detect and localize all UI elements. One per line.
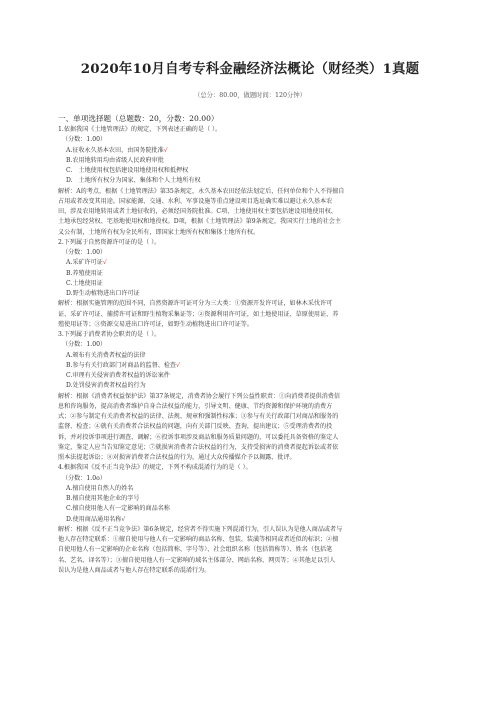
- correct-answer-checkmark-icon: √: [121, 515, 126, 523]
- question-score: [58, 135, 454, 145]
- question-score-text: （分数：1.00）: [62, 341, 107, 349]
- answer-option: [58, 156, 454, 166]
- explanation-line: [58, 422, 454, 432]
- answer-option-text: C.擅自使用他人有一定影响的商品名称: [66, 505, 170, 513]
- explanation-line-text: 照本法提起诉讼；⑧对损害消费者合法权益的行为，通过大众传播媒介予以揭露、批评。: [58, 454, 296, 461]
- question-score: [58, 340, 454, 350]
- answer-option: [58, 146, 454, 156]
- explanation-line: [58, 228, 454, 238]
- answer-option-text: B.参与有关行政部门对商品的监督、检查: [66, 361, 177, 369]
- answer-option-text: A.征收永久基本农田，由国务院批准: [66, 146, 164, 154]
- question-score-text: （分数：1.0o）: [62, 474, 106, 482]
- question-text: [58, 125, 454, 135]
- question-list: [58, 125, 454, 576]
- explanation-line: [58, 556, 454, 566]
- explanation-line: [58, 310, 454, 320]
- document-meta: （总分：80.00，做题时间：120分钟）: [194, 92, 306, 99]
- answer-option: [58, 381, 454, 391]
- explanation-line: [58, 320, 454, 330]
- question-score-text: （分数：1.00）: [62, 249, 107, 256]
- section-heading: 一、单项选择题（总题数：20，分数：20.00）: [58, 114, 219, 123]
- question-text-text: 2.下列属于自然资源许可证的是（ ）。: [58, 238, 161, 246]
- answer-option: [58, 258, 454, 268]
- answer-option: [58, 269, 454, 279]
- question-text: [58, 330, 454, 340]
- explanation-line: [58, 402, 454, 412]
- answer-option-text: D.使用商品通用名称: [66, 515, 122, 523]
- explanation-line: [58, 299, 454, 309]
- question-score-text: （分数：1.00）: [62, 136, 107, 144]
- question-text-text: 4.根据我国《反不正当竞争法》的规定，下列不构成混淆行为的是（ ）。: [58, 464, 252, 472]
- answer-option-text: A.擅自使用自然人的姓名: [66, 484, 134, 492]
- explanation-line: [58, 217, 454, 227]
- explanation-line-text: 鉴定，鉴定人应当告知鉴定意见；⑦就损害消费者合法权益的行为，支持受损害的消费者提起诉讼或者依: [58, 443, 339, 451]
- explanation-line: [58, 197, 454, 207]
- explanation-line-text: 名、艺名、译名等）；③擅自使用他人有一定影响的域名主体部分、网站名称、网页等；④其他足以引人: [58, 556, 336, 564]
- explanation-line-text: 他人存在特定联系：①擅自使用与他人有一定影响的商品名称、包装、装潢等相同或者近似的标识；②擅: [58, 536, 339, 543]
- explanation-line-text: 解析：A的考点，根据《土地管理法》第35条规定，永久基本农田经依法划定后，任何单位和个人不得擅自: [58, 187, 345, 195]
- correct-answer-checkmark-icon: √: [176, 361, 180, 369]
- explanation-line-text: 解析：根据《反不正当竞争法》第6条规定，经营者不得实施下列混淆行为，引人误认为是他人商品或者与: [58, 525, 343, 533]
- answer-option: [58, 279, 454, 289]
- answer-option: [58, 371, 454, 381]
- explanation-line-text: 证、采矿许可证、捕捞许可证和野生植物采集证等；②资源利用许可证，如土地使用证、草原使用证、养: [58, 310, 339, 318]
- explanation-line: [58, 207, 454, 217]
- explanation-line-text: 式；②参与制定有关消费者权益的法律、法规、规章和强制性标准；③参与有关行政部门对商品和服务的: [58, 413, 339, 420]
- explanation-line-text: 误认为是他人商品或者与他人存在特定联系的混淆行为。: [58, 566, 211, 574]
- answer-option-text: D.处罚侵害消费者权益的行为: [66, 382, 146, 390]
- explanation-line-text: 诉，并对投诉事项进行调查、调解；⑥投诉事项涉及商品和服务质量问题的，可以委托具备资格的鉴定人: [58, 433, 339, 441]
- explanation-line-text: 解析：根据实施管理的范围不同，自然资源许可证可分为三大类：①资源开发许可证，如林木采伐许可: [58, 300, 333, 308]
- answer-option-text: A.采矿许可证: [66, 259, 103, 267]
- explanation-line: [58, 443, 454, 453]
- question-text: [58, 238, 454, 248]
- explanation-line: [58, 412, 454, 422]
- explanation-line-text: 殖使用证等；③资源交易进出口许可证，如野生动植物进出口许可证等。: [58, 320, 253, 328]
- explanation-line-text: 监督、检查；④就有关消费者合法权益的问题，向有关部门反映、查询，提出建议；⑤受理消费者的投: [58, 423, 333, 431]
- explanation-line-text: 解析：根据《消费者权益保护法》第37条规定，消费者协会履行下列公益性职责：①向消费者提供消费信: [58, 392, 340, 400]
- explanation-line: [58, 525, 454, 535]
- answer-option: [58, 361, 454, 371]
- answer-option: [58, 176, 454, 186]
- answer-option: [58, 494, 454, 504]
- explanation-line-text: 息和咨询服务，提高消费者维护自身合法权益的能力，引导文明、健康、节约资源和保护环境的消费方: [58, 402, 333, 410]
- question-score: [58, 474, 454, 484]
- document-title: 2020年10月自考专科金融经济法概论（财经类）1真题: [80, 61, 420, 77]
- explanation-line: [58, 433, 454, 443]
- question-text: [58, 463, 454, 473]
- answer-option: [58, 504, 454, 514]
- answer-option-text: D.野生动植物进出口许可证: [66, 290, 140, 297]
- explanation-line-text: 土地承包经营权、宅基地使用权和地役权。D项，根据《土地管理法》第9条规定，我国实行土地的社会主: [58, 218, 341, 226]
- question-score: [58, 248, 454, 258]
- answer-option: [58, 289, 454, 299]
- explanation-line-text: 占用或者改变其用途。国家能源、交通、水利、军事设施等重点建设项目选址确实难以避让永久基本农: [58, 197, 333, 205]
- correct-answer-checkmark-icon: √: [102, 259, 107, 267]
- correct-answer-checkmark-icon: √: [163, 146, 168, 154]
- answer-option-text: B.擅自使用其他企业的字号: [66, 495, 140, 502]
- explanation-line-text: 义公有制，土地所有权为全民所有，即国家土地所有权和集体土地所有权。: [58, 228, 260, 236]
- answer-option: [58, 351, 454, 361]
- answer-option-text: C.土地使用证: [66, 279, 103, 287]
- answer-option-text: B.养殖使用证: [66, 269, 103, 277]
- explanation-line: [58, 566, 454, 576]
- explanation-line: [58, 545, 454, 555]
- explanation-line: [58, 187, 454, 197]
- explanation-line: [58, 535, 454, 545]
- answer-option-text: B.农用地转用均由省级人民政府审批: [66, 156, 164, 164]
- question-text-text: 3.下列属于消费者协会职责的是（ ）。: [58, 331, 161, 338]
- answer-option-text: C.审理有关侵害消费者权益的诉讼案件: [66, 372, 170, 379]
- answer-option: [58, 166, 454, 176]
- explanation-line-text: 田，涉及农用地转用或者土地征收的，必须经国务院批准。C项，土地使用权主要包括建设用地使用权、: [58, 208, 337, 215]
- question-text-text: 1.依据我国《土地管理法》的规定，下列表述正确的是（ ）。: [58, 126, 222, 133]
- answer-option: [58, 484, 454, 494]
- explanation-line: [58, 392, 454, 402]
- explanation-line: [58, 453, 454, 463]
- answer-option-text: A.颁布有关消费者权益的法律: [66, 351, 146, 359]
- answer-option-text: D. 土地所有权分为国家、集体和个人土地所有权: [66, 177, 201, 185]
- explanation-line-text: 自使用他人有一定影响的企业名称（包括简称、字号等）、社会组织名称（包括简称等）、姓名（包括笔: [58, 546, 333, 554]
- answer-option-text: C. 土地使用权包括建设用地使用权和抵押权: [66, 167, 189, 174]
- answer-option: [58, 515, 454, 525]
